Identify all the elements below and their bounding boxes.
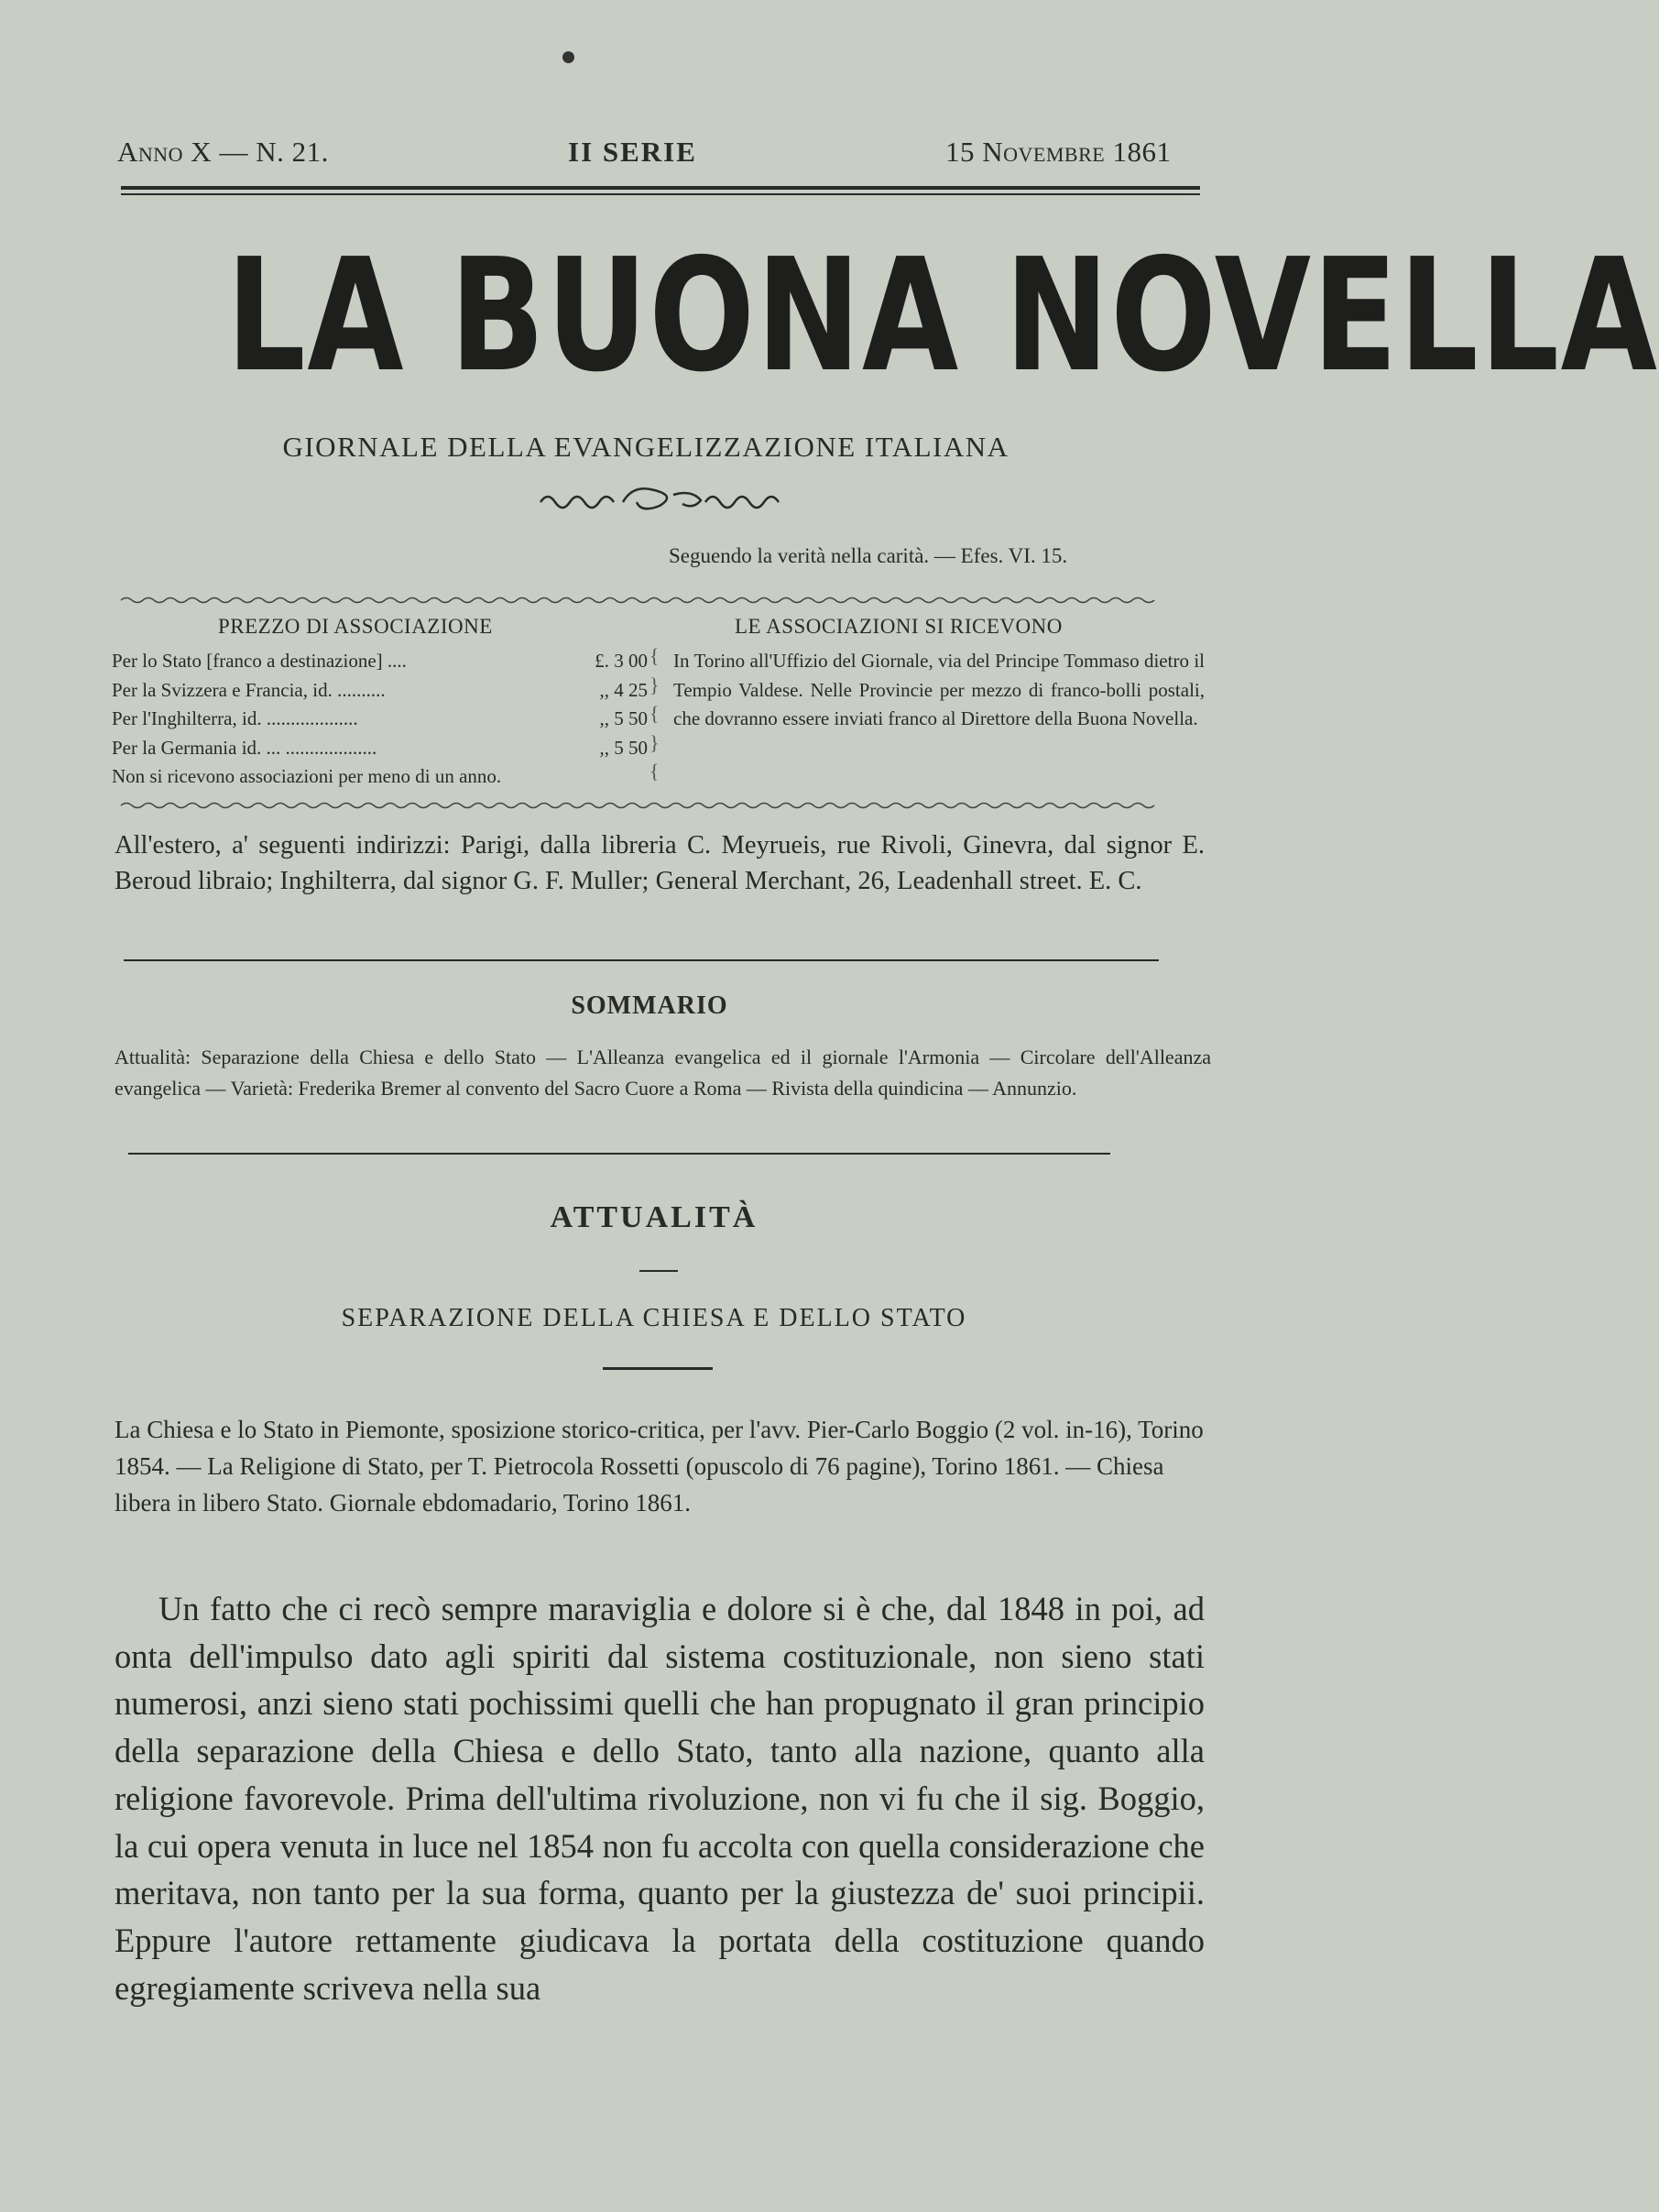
section-heading: ATTUALITÀ bbox=[550, 1200, 759, 1234]
series-label: II SERIE bbox=[568, 136, 697, 168]
sommario-rule-bottom bbox=[128, 1153, 1110, 1155]
section-dash bbox=[639, 1270, 678, 1272]
price-note: Non si ricevono associazioni per meno di un anno. bbox=[112, 765, 502, 788]
received-text: In Torino all'Uffizio del Giornale, via del Principe Tommaso dietro il Tempio Valdese. Nelle Provincie per mezzo di franco-bolli postali, che dovranno essere inviati franco al Direttore della Buona Novella. bbox=[673, 650, 1205, 730]
article-title: SEPARAZIONE DELLA CHIESA E DELLO STATO bbox=[341, 1304, 967, 1332]
received-heading: LE ASSOCIAZIONI SI RICEVONO bbox=[735, 615, 1063, 638]
wavy-divider-top bbox=[121, 596, 1200, 605]
title-rule bbox=[603, 1367, 713, 1370]
ink-spot bbox=[562, 51, 574, 63]
issue-number: Anno X — N. 21. bbox=[117, 136, 329, 168]
price-heading: PREZZO DI ASSOCIAZIONE bbox=[218, 615, 493, 638]
article-paragraph: Un fatto che ci recò sempre maraviglia e dolore si è che, dal 1848 in poi, ad onta dell'impulso dato agli spiriti dal sistema costituzionale, non sieno stati numerosi, anzi sieno stati pochissimi quelli che han propugnato il gran principio della separazione della Chiesa e dello Stato, tanto alla nazione, quanto alla religione favorevole. Prima dell'ultima rivoluzione, non vi fu che il sig. Boggio, la cui opera venuta in luce nel 1854 non fu accolta con quella considerazione che meritava, non tanto per la sua forma, quanto per la giustezza de' suoi principii. Eppure l'autore rettamente giudicava la portata della costituzione quando egregiamente scriveva nella sua bbox=[115, 1590, 1205, 2007]
issue-date: 15 Novembre 1861 bbox=[945, 136, 1172, 168]
wavy-divider-bottom bbox=[121, 801, 1200, 810]
article-bibliography: La Chiesa e lo Stato in Piemonte, sposizione storico-critica, per l'avv. Pier-Carlo Boggio (2 vol. in-16), Torino 1854. — La Religione di Stato, per T. Pietrocola Rossetti (opuscolo di 76 pagine), Torino 1861. — Chiesa libera in libero Stato. Giornale ebdomadario, Torino 1861. bbox=[115, 1416, 1204, 1517]
sommario-title: SOMMARIO bbox=[571, 991, 728, 1020]
price-row: Per la Germania id. ... ................... ,, 5 50 bbox=[112, 736, 648, 759]
masthead-motto: Seguendo la verità nella carità. — Efes. VI. 15. bbox=[669, 544, 1068, 567]
masthead-subtitle: GIORNALE DELLA EVANGELIZZAZIONE ITALIANA bbox=[282, 431, 1010, 463]
price-row: Per lo Stato [franco a destinazione] .... £. 3 00 bbox=[112, 650, 648, 672]
header-rule-thick bbox=[121, 186, 1200, 190]
price-row: Per la Svizzera e Francia, id. .......... ,, 4 25 bbox=[112, 678, 648, 701]
sommario-text: Attualità: Separazione della Chiesa e dello Stato — L'Alleanza evangelica ed il giornale l'Armonia — Circolare dell'Alleanza evangelica — Varietà: Frederika Bremer al convento del Sacro Cuore a Roma — Rivista della quindicina — Annunzio. bbox=[115, 1046, 1211, 1100]
masthead-title: LA BUONA NOVELLA bbox=[226, 225, 1659, 407]
ornamental-flourish bbox=[536, 476, 783, 522]
sommario-rule-top bbox=[124, 959, 1159, 961]
abroad-addresses: All'estero, a' seguenti indirizzi: Parigi, dalla libreria C. Meyrueis, rue Rivoli, Ginevra, dal signor E. Beroud libraio; Inghilterra, dal signor G. F. Muller; General Merchant, 26, Leadenhall street. E. C. bbox=[115, 831, 1205, 895]
price-row: Per l'Inghilterra, id. ................... ,, 5 50 bbox=[112, 707, 648, 730]
price-table bbox=[112, 647, 648, 792]
column-brace-divider: { } { } { bbox=[649, 644, 660, 783]
header-rule-thin bbox=[121, 193, 1200, 195]
article-body bbox=[115, 1585, 1205, 2011]
